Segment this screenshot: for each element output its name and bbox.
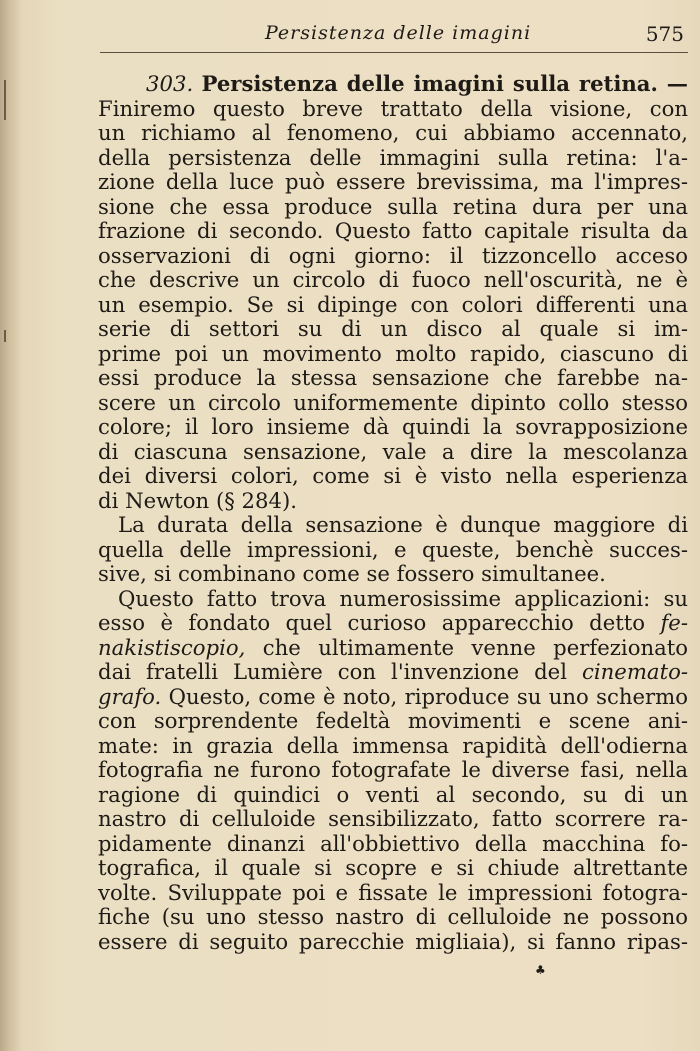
text-line: pidamente dinanzi all'obbiettivo della macchina fo-: [98, 830, 688, 856]
text-line: sive, si combinano come se fossero simultanee.: [98, 561, 606, 586]
body-text: [98, 72, 688, 954]
text-line: di ciascuna sensazione, vale a dire la mescolanza: [98, 438, 688, 464]
page-number: 575: [645, 22, 684, 46]
section-heading: [98, 72, 688, 97]
italic-term: grafo.: [98, 683, 162, 709]
text-line: scere un circolo uniformemente dipinto collo stesso: [98, 389, 688, 415]
text-line: zione della luce può essere brevissima, ma l'impres-: [98, 169, 688, 194]
text-line: mate: in grazia della immensa rapidità dell'odierna: [98, 732, 688, 758]
text-segment: dai fratelli Lumière con l'invenzione del: [98, 659, 583, 684]
running-title: Persistenza delle imagini: [265, 22, 532, 44]
page-edge-mark: [4, 330, 6, 342]
text-line: dei diversi colori, come si è visto nella esperienza: [98, 463, 688, 488]
section-title: Persistenza delle imagini sulla retina. —: [201, 71, 688, 96]
text-line: fotografia ne furono fotografate le diverse fasi, nella: [98, 757, 688, 782]
text-line: Questo fatto trova numerosissime applicazioni: su: [118, 585, 688, 611]
text-line: prime poi un movimento molto rapido, ciascuno di: [98, 340, 688, 366]
text-line: [98, 685, 688, 710]
section-number: 303.: [146, 71, 194, 96]
printer-mark: ♣: [535, 963, 546, 977]
text-line: ragione di quindici o venti al secondo, su di un: [98, 781, 688, 807]
text-line: frazione di secondo. Questo fatto capitale risulta da: [98, 218, 688, 243]
text-line: che descrive un circolo di fuoco nell'oscurità, ne è: [98, 267, 688, 292]
text-line: [98, 636, 688, 661]
text-segment: Questo, come è noto, riproduce su uno schermo: [161, 683, 688, 709]
page-edge-mark: [4, 80, 6, 120]
text-line: volte. Sviluppate poi e fissate le impressioni fotogra-: [98, 879, 688, 905]
italic-term: cinemato-: [582, 659, 688, 684]
text-line: un richiamo al fenomeno, cui abbiamo accennato,: [98, 120, 688, 145]
italic-term: fe-: [660, 610, 688, 635]
text-line: serie di settori su di un disco al quale si im-: [98, 316, 688, 341]
text-line: La durata della sensazione è dunque maggiore di: [118, 512, 688, 537]
text-line: Finiremo questo breve trattato della visione, con: [98, 95, 688, 121]
text-line: [98, 660, 688, 685]
text-line: di Newton (§ 284).: [98, 487, 297, 513]
text-line: sione che essa produce sulla retina dura per una: [98, 193, 688, 219]
text-line: tografica, il quale si scopre e si chiude altrettante: [98, 855, 688, 880]
text-line: un esempio. Se si dipinge con colori differenti una: [98, 291, 688, 317]
text-line: essere di seguito parecchie migliaia), si fanno ripas-: [98, 928, 688, 954]
text-line: quella delle impressioni, e queste, benchè succes-: [98, 536, 688, 562]
text-line: fiche (su uno stesso nastro di celluloide ne possono: [98, 904, 688, 929]
text-segment: che ultimamente venne perfezionato: [245, 634, 688, 660]
text-line: osservazioni di ogni giorno: il tizzoncello acceso: [98, 242, 688, 268]
text-segment: esso è fondato quel curioso apparecchio detto: [98, 610, 661, 635]
text-line: con sorprendente fedeltà movimenti e scene ani-: [98, 708, 688, 733]
page-header: [100, 22, 688, 53]
text-line: colore; il loro insieme dà quindi la sovrapposizione: [98, 414, 688, 439]
text-line: [98, 611, 688, 636]
text-line: nastro di celluloide sensibilizzato, fatto scorrere ra-: [98, 806, 688, 831]
text-line: della persistenza delle immagini sulla retina: l'a-: [98, 144, 688, 170]
text-line: essi produce la stessa sensazione che farebbe na-: [98, 365, 688, 390]
italic-term: nakistiscopio,: [98, 634, 246, 660]
